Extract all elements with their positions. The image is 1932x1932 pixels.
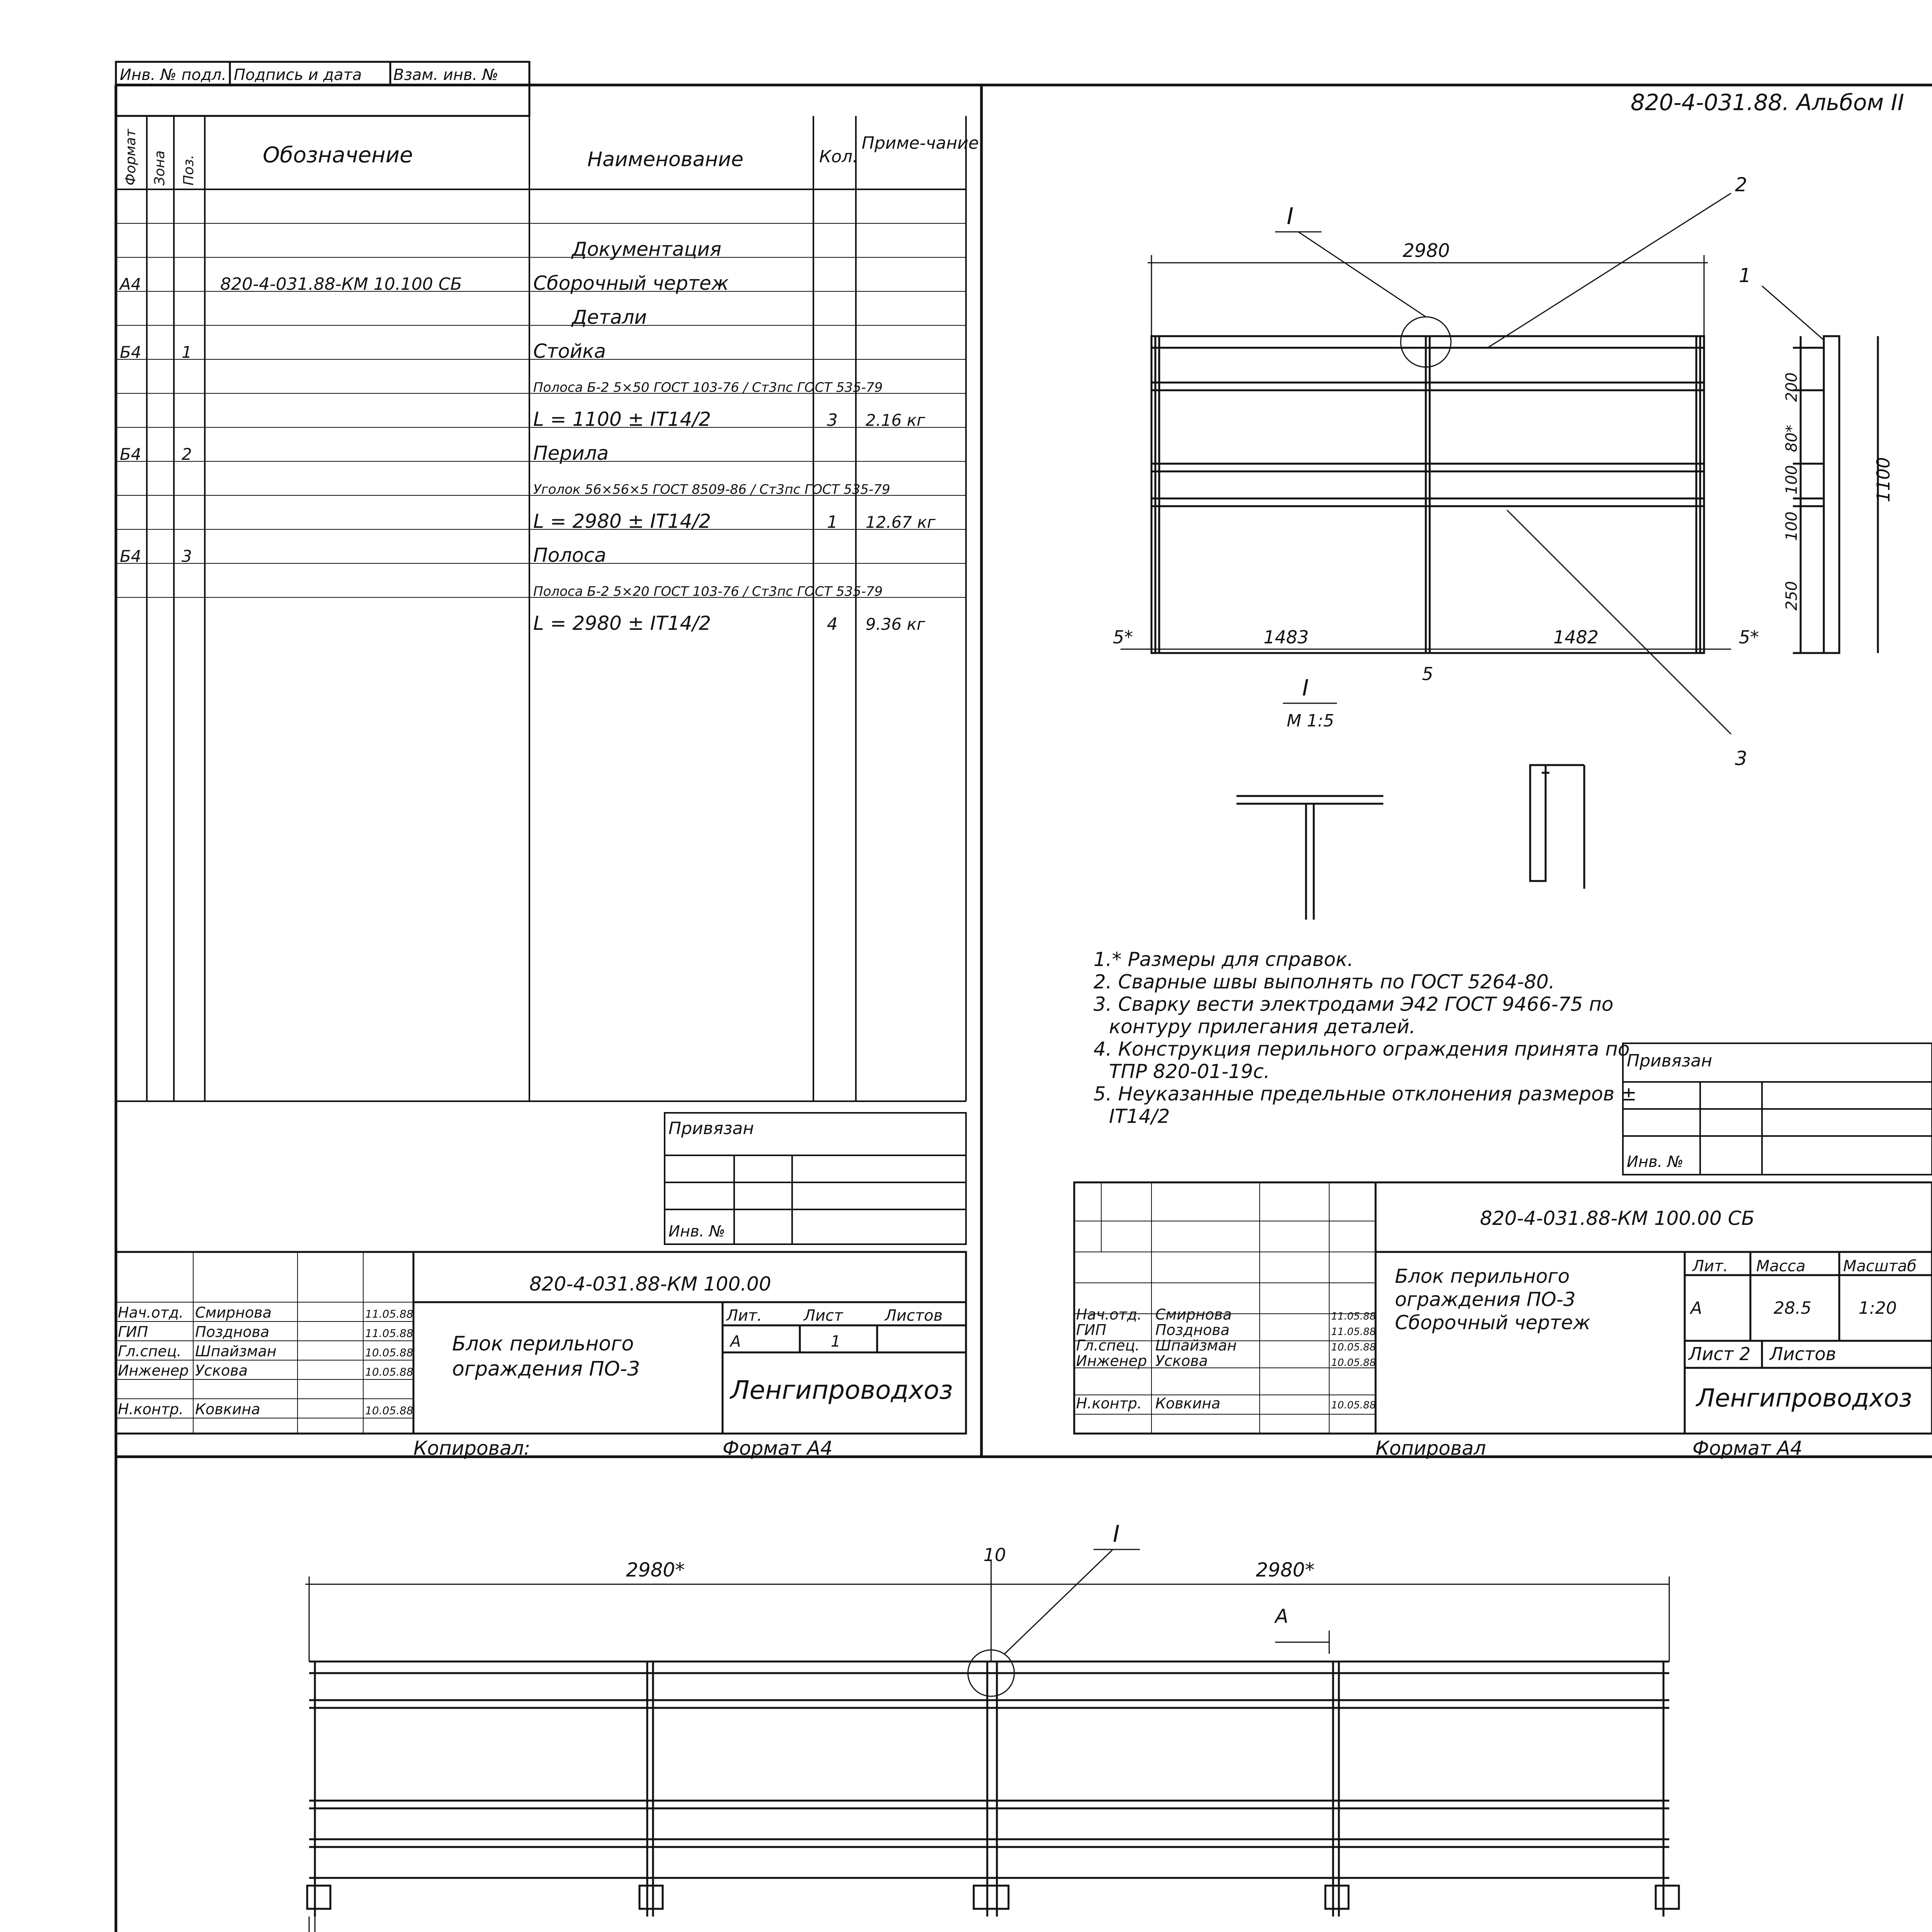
staff-date: 11.05.88 bbox=[1331, 1311, 1376, 1322]
tb1-copied: Копировал: bbox=[413, 1437, 531, 1459]
spec-cell-format: Б4 bbox=[120, 547, 141, 566]
tb2-subtitle: Сборочный чертеж bbox=[1395, 1311, 1590, 1334]
tb1-sheet-val: 1 bbox=[831, 1333, 841, 1350]
staff-role: Нач.отд. bbox=[1076, 1306, 1142, 1323]
staff-date: 10.05.88 bbox=[1331, 1400, 1376, 1411]
tb2-sheets: Листов bbox=[1770, 1344, 1836, 1364]
note-5: 5. Неуказанные предельные отклонения размеров ± IT14/2 bbox=[1094, 1083, 1637, 1128]
spec-cell-pos: 2 bbox=[182, 445, 192, 464]
view1-end-right: 5* bbox=[1739, 627, 1759, 648]
tb1-code: 820-4-031.88-КМ 100.00 bbox=[529, 1273, 771, 1295]
side-dim-250: 250 bbox=[1783, 581, 1801, 611]
staff-role: ГИП bbox=[1076, 1321, 1107, 1338]
notes-block-1 bbox=[1094, 948, 1637, 1128]
title-block-2-staff bbox=[1076, 1306, 1376, 1412]
staff-role: ГИП bbox=[118, 1323, 148, 1340]
staff-date: 11.05.88 bbox=[365, 1327, 413, 1340]
tb2-org: Ленгипроводхоз bbox=[1696, 1384, 1912, 1413]
staff-role: Н.контр. bbox=[1076, 1395, 1142, 1412]
note-4: 4. Конструкция перильного ограждения принята по ТПР 820-01-19с. bbox=[1094, 1038, 1630, 1083]
staff-role: Гл.спец. bbox=[118, 1343, 182, 1360]
staff-role: Н.контр. bbox=[118, 1401, 184, 1418]
staff-name: Шпайзман bbox=[1155, 1337, 1237, 1354]
spec-cell-name: L = 1100 ± IT14/2 bbox=[533, 408, 711, 430]
staff-date: 10.05.88 bbox=[365, 1346, 413, 1359]
spec-cell-qty: 3 bbox=[827, 410, 838, 430]
tb1-lit: Лит. bbox=[726, 1307, 762, 1325]
staff-name: Смирнова bbox=[195, 1304, 272, 1321]
staff-name: Шпайзман bbox=[195, 1343, 277, 1360]
spec-cell-name: L = 2980 ± IT14/2 bbox=[533, 612, 711, 634]
staff-role: Инженер bbox=[1076, 1352, 1147, 1369]
spec-cell-format: Б4 bbox=[120, 445, 141, 464]
tb2-copied: Копировал bbox=[1376, 1437, 1486, 1459]
spec-cell-qty: 4 bbox=[827, 614, 838, 634]
tb1-sheets: Листов bbox=[885, 1307, 943, 1325]
spec-cell-name: Документация bbox=[572, 238, 721, 260]
tb2-scale-val: 1:20 bbox=[1859, 1298, 1897, 1318]
inv-no-label-2: Инв. № bbox=[1627, 1153, 1684, 1171]
view1-dim-right: 1482 bbox=[1553, 627, 1599, 648]
sheet-frames bbox=[116, 15, 1932, 1932]
inv-label-2: Подпись и дата bbox=[234, 66, 362, 84]
spec-cell-designation: 820-4-031.88-КМ 10.100 СБ bbox=[220, 274, 462, 294]
detail1-drawing bbox=[1236, 765, 1584, 920]
tb2-code: 820-4-031.88-КМ 100.00 СБ bbox=[1480, 1207, 1755, 1230]
detail1-scale: М 1:5 bbox=[1287, 711, 1334, 731]
staff-date: 10.05.88 bbox=[1331, 1342, 1376, 1353]
view1-pos2: 2 bbox=[1735, 173, 1747, 196]
tb2-sheet: Лист 2 bbox=[1689, 1344, 1751, 1364]
privyazan-label-1: Привязан bbox=[668, 1119, 754, 1138]
view1-dim-left: 1483 bbox=[1264, 627, 1309, 648]
view1-callout-I: I bbox=[1287, 203, 1294, 230]
spec-cell-name: Стойка bbox=[533, 340, 606, 362]
tb1-lit-val: А bbox=[730, 1333, 741, 1350]
view1-mid: 5 bbox=[1422, 663, 1434, 684]
col-note: Приме-чание bbox=[862, 133, 979, 153]
note-2: 2. Сварные швы выполнять по ГОСТ 5264-80. bbox=[1094, 971, 1555, 993]
spec-cell-name: Полоса bbox=[533, 544, 606, 566]
view1-pos1: 1 bbox=[1739, 264, 1751, 287]
staff-name: Ускова bbox=[195, 1362, 248, 1379]
tb2-lit-val: А bbox=[1690, 1298, 1702, 1318]
col-name: Наименование bbox=[587, 148, 744, 171]
tb2-title-a: Блок перильного bbox=[1395, 1265, 1570, 1287]
spec-cell-format: Б4 bbox=[120, 343, 141, 362]
spec-cell-format: А4 bbox=[120, 275, 141, 294]
col-zone: Зона bbox=[152, 150, 168, 185]
view1-pos3: 3 bbox=[1735, 747, 1747, 770]
view1-end-left: 5* bbox=[1113, 627, 1133, 648]
staff-role: Нач.отд. bbox=[118, 1304, 184, 1321]
side-dim-100b: 100 bbox=[1783, 511, 1801, 541]
staff-date: 10.05.88 bbox=[365, 1366, 413, 1378]
privyazan-label-2: Привязан bbox=[1627, 1051, 1713, 1071]
staff-date: 10.05.88 bbox=[365, 1404, 413, 1417]
tb2-lit: Лит. bbox=[1692, 1257, 1728, 1275]
staff-name: Ускова bbox=[1155, 1352, 1208, 1369]
tb1-title-a: Блок перильного bbox=[452, 1332, 634, 1355]
spec-table-grid bbox=[116, 116, 966, 1101]
view2-dim-left: 2980* bbox=[626, 1559, 685, 1581]
side-dim-1100: 1100 bbox=[1873, 457, 1894, 502]
spec-cell-name: Уголок 56×56×5 ГОСТ 8509-86 / Ст3пс ГОСТ 535-79 bbox=[533, 482, 890, 497]
tb1-org: Ленгипроводхоз bbox=[730, 1375, 953, 1405]
note-1: 1.* Размеры для справок. bbox=[1094, 948, 1354, 971]
tb2-format: Формат А4 bbox=[1692, 1437, 1803, 1459]
spec-cell-qty: 1 bbox=[827, 512, 838, 532]
side-dim-80: 80* bbox=[1783, 425, 1801, 452]
tb2-mass: Масса bbox=[1756, 1257, 1806, 1275]
tb2-mass-val: 28.5 bbox=[1774, 1298, 1811, 1318]
tb1-format: Формат А4 bbox=[723, 1437, 833, 1459]
side-dim-100a: 100 bbox=[1783, 465, 1801, 495]
note-3: 3. Сварку вести электродами Э42 ГОСТ 9466-75 по контуру прилегания деталей. bbox=[1094, 993, 1614, 1038]
view2-callout-I: I bbox=[1113, 1520, 1120, 1548]
spec-cell-name: Полоса Б-2 5×20 ГОСТ 103-76 / Ст3пс ГОСТ 535-79 bbox=[533, 584, 883, 599]
inv-label-1: Инв. № подл. bbox=[120, 66, 226, 84]
view1-side bbox=[1793, 336, 1878, 653]
spec-cell-name: Полоса Б-2 5×50 ГОСТ 103-76 / Ст3пс ГОСТ 535-79 bbox=[533, 380, 883, 395]
view2-section-top: А bbox=[1275, 1605, 1289, 1628]
spec-cell-name: Сборочный чертеж bbox=[533, 272, 729, 294]
staff-name: Позднова bbox=[1155, 1321, 1230, 1338]
col-qty: Кол. bbox=[819, 147, 858, 167]
view2-mid: 10 bbox=[983, 1544, 1006, 1565]
view2-dim-right: 2980* bbox=[1256, 1559, 1315, 1581]
staff-date: 10.05.88 bbox=[1331, 1357, 1376, 1369]
spec-cell-pos: 3 bbox=[182, 547, 192, 566]
spec-cell-pos: 1 bbox=[182, 343, 192, 362]
tb1-sheet: Лист bbox=[804, 1307, 843, 1325]
detail1-title: I bbox=[1302, 675, 1309, 701]
view1-railing bbox=[1151, 336, 1704, 653]
spec-cell-name: Детали bbox=[572, 306, 647, 328]
view1-dim-overall: 2980 bbox=[1403, 240, 1450, 262]
inv-label-3: Взам. инв. № bbox=[393, 66, 498, 84]
staff-role: Гл.спец. bbox=[1076, 1337, 1140, 1354]
spec-cell-note: 2.16 кг bbox=[866, 411, 925, 430]
spec-cell-note: 12.67 кг bbox=[866, 513, 936, 532]
staff-name: Ковкина bbox=[1155, 1395, 1221, 1412]
album-code: 820-4-031.88. Альбом II bbox=[1631, 89, 1904, 116]
staff-role: Инженер bbox=[118, 1362, 189, 1379]
side-dim-200: 200 bbox=[1783, 372, 1801, 402]
spec-cell-name: Перила bbox=[533, 442, 609, 464]
staff-date: 11.05.88 bbox=[1331, 1326, 1376, 1338]
tb2-title-b: ограждения ПО-3 bbox=[1395, 1288, 1576, 1311]
tb2-scale: Масштаб bbox=[1843, 1257, 1917, 1275]
spec-cell-name: L = 2980 ± IT14/2 bbox=[533, 510, 711, 532]
spec-headers bbox=[123, 129, 979, 185]
tb1-title-b: ограждения ПО-3 bbox=[452, 1357, 640, 1381]
spec-cell-note: 9.36 кг bbox=[866, 615, 925, 634]
staff-date: 11.05.88 bbox=[365, 1308, 413, 1320]
staff-name: Позднова bbox=[195, 1323, 270, 1340]
inv-no-label-1: Инв. № bbox=[668, 1223, 725, 1240]
staff-name: Ковкина bbox=[195, 1401, 260, 1418]
view2-dimensions bbox=[270, 1549, 1669, 1932]
col-pos: Поз. bbox=[181, 155, 197, 185]
view2-railing bbox=[307, 1662, 1679, 1917]
col-format: Формат bbox=[123, 129, 139, 185]
col-designation: Обозначение bbox=[263, 143, 413, 168]
staff-name: Смирнова bbox=[1155, 1306, 1232, 1323]
